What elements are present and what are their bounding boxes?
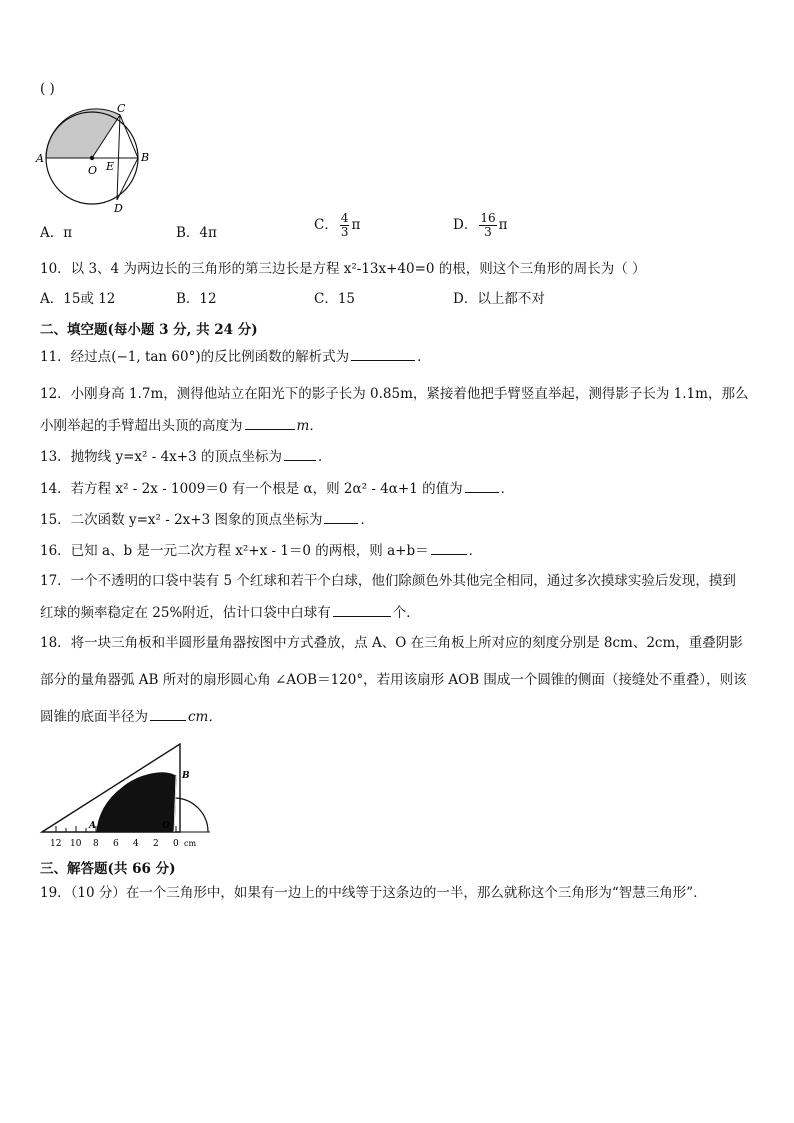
q18-tick-12: 12 [50,839,62,849]
q18-label-o: O [162,821,170,831]
q16-pre: 16．已知 a、b 是一元二次方程 x²+x - 1＝0 的两根，则 a+b＝ [40,543,429,559]
q17-line2-post: 个． [392,605,420,621]
q9-label-d: D [114,202,123,214]
q18-line3 [40,707,222,726]
q14-text [40,479,514,498]
q15-post: ． [360,512,374,528]
q13-answer-blank[interactable] [284,447,316,461]
q13-pre: 13．抛物线 y=x² - 4x+3 的顶点坐标为 [40,449,282,465]
q18-line2: 部分的量角器弧 AB 所对的扇形圆心角 ∠AOB＝120°，若用该扇形 AOB 围成一个圆锥的侧面（接缝处不重叠），则该 [40,672,747,688]
q11-pre: 11．经过点 [40,349,112,365]
q13-post: ． [317,449,332,465]
q9-option-d-suffix: π [498,217,508,233]
q9-option-c-prefix: C． [314,217,338,233]
q11-end: ． [417,349,431,365]
q14-pre: 14．若方程 x² - 2x - 1009＝0 有一个根是 α，则 2α² - 4α+1 的值为 [40,481,463,497]
q16-answer-blank[interactable] [431,541,467,555]
q15-pre: 15．二次函数 y=x² - 2x+3 图象的顶点坐标为 [40,512,323,528]
q18-figure [36,740,216,852]
q17-line2 [40,603,420,622]
q14-answer-blank[interactable] [465,479,499,493]
q14-post: ． [500,481,515,497]
q12-line2-pre: 小刚举起的手臂超出头顶的高度为 [40,418,243,434]
q18-label-b: B [182,771,190,781]
q18-tick-unit: cm [184,839,197,848]
q9-label-o: O [88,164,98,177]
q9-option-d [453,212,507,239]
q9-figure [34,102,164,214]
q9-option-d-prefix: D． [453,217,478,233]
q18-line1: 18．将一块三角板和半圆形量角器按图中方式叠放，点 A、O 在三角板上所对应的刻度分别是 8cm、2cm，重叠阴影 [40,635,743,651]
q18-line3-post: cm． [188,709,222,725]
section2-title: 二、填空题(每小题 3 分, 共 24 分) [40,322,258,338]
q10-option-b: B．12 [176,291,217,307]
q9-label-b: B [141,151,150,164]
q9-option-c-den: 3 [340,225,349,239]
q16-text [40,541,482,560]
q16-post: ． [468,543,483,559]
q12-line2-post: m． [296,418,323,434]
q11-answer-blank[interactable] [351,347,415,361]
q9-paren: ( ) [40,81,55,97]
q15-text [40,510,374,529]
q18-line3-pre: 圆锥的底面半径为 [40,709,148,725]
q11-post: 的反比例函数的解析式为 [200,349,350,365]
q9-shaded-sector [46,109,120,158]
q10-option-c: C．15 [314,291,356,307]
q17-line2-pre: 红球的频率稳定在 25%附近，估计口袋中白球有 [40,605,331,621]
q18-tick-2: 2 [153,839,159,849]
q13-text [40,447,331,466]
q18-tick-6: 6 [113,839,119,849]
q9-option-c-num: 4 [340,211,349,225]
q18-tick-8: 8 [93,839,99,849]
q12-answer-blank[interactable] [245,416,295,430]
q11-point: (−1, tan 60°) [111,349,201,365]
q9-option-c-suffix: π [351,217,361,233]
q9-option-d-num: 16 [480,211,496,225]
q18-tick-10: 10 [70,839,82,849]
q19-text: 19．（10 分）在一个三角形中，如果有一边上的中线等于这条边的一半，那么就称这个三角形为“智慧三角形”． [40,885,707,901]
q18-tick-4: 4 [133,839,139,849]
q10-text: 10．以 3、4 为两边长的三角形的第三边长是方程 x²-13x+40=0 的根，则这个三角形的周长为（ ） [40,261,646,277]
q9-segment-cb [120,115,138,158]
q9-option-c [314,212,360,239]
q9-option-d-den: 3 [484,225,492,239]
q9-center-dot [90,156,94,160]
q17-line1: 17．一个不透明的口袋中装有 5 个红球和若干个白球，他们除颜色外其他完全相同，通过多次摸球实验后发现，摸到 [40,573,736,589]
q9-label-e: E [106,160,115,173]
q9-label-a: A [36,152,44,165]
q9-option-a: A．π [40,225,73,241]
q12-line2 [40,416,323,435]
q9-label-c: C [117,102,126,115]
q10-option-d: D．以上都不对 [453,291,545,307]
q10-option-a: A．15或 12 [40,291,116,307]
section3-title: 三、解答题(共 66 分) [40,861,176,877]
q12-line1: 12．小刚身高 1.7m，测得他站立在阳光下的影子长为 0.85m，紧接着他把手臂竖直举起，测得影子长为 1.1m，那么 [40,386,749,402]
q18-answer-blank[interactable] [150,707,186,721]
q18-label-a: A [89,821,96,831]
q17-answer-blank[interactable] [333,603,391,617]
q11-text [40,347,431,366]
q15-answer-blank[interactable] [324,510,358,524]
q9-option-b: B．4π [176,225,217,241]
q18-tick-0: 0 [173,839,179,849]
q9-segment-bd [117,158,138,200]
